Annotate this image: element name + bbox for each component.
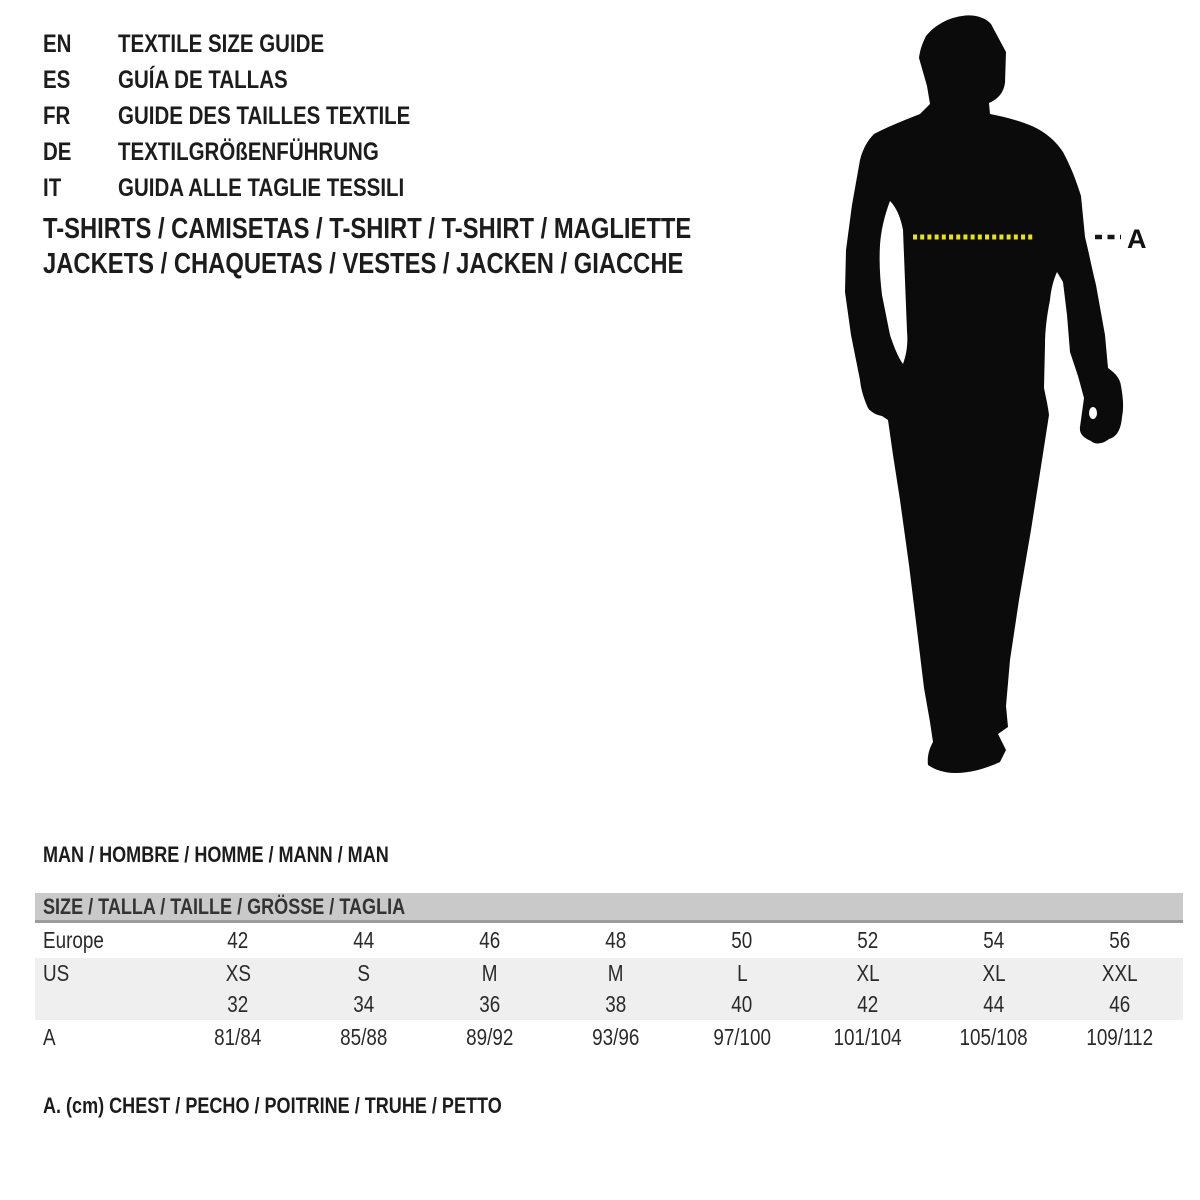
guide-title [118, 98, 475, 134]
language-code [43, 62, 118, 98]
size-cell-text: XS [225, 960, 251, 986]
section-title-text: MAN / HOMBRE / HOMME / MANN / MAN [43, 842, 389, 867]
size-cell-text: 85/88 [340, 1024, 388, 1050]
table-row-europe [35, 923, 1183, 958]
size-cell [175, 960, 301, 987]
man-silhouette-svg [810, 5, 1170, 795]
language-code [43, 134, 118, 170]
language-code-text: DE [43, 138, 72, 166]
size-cell-text: M [608, 960, 624, 986]
language-code-text: IT [43, 174, 62, 202]
size-cell-text: 93/96 [592, 1024, 640, 1050]
size-table-header [35, 893, 1183, 923]
size-cell [679, 960, 805, 987]
size-cell [427, 960, 553, 987]
size-cell [679, 1024, 805, 1051]
fist-gap [1089, 407, 1097, 419]
section-title-man [43, 843, 465, 867]
language-row [43, 134, 475, 170]
size-cell-text: 101/104 [833, 1024, 903, 1050]
table-row-chest-a [35, 1020, 1183, 1055]
guide-title [118, 62, 325, 98]
guide-title-text: TEXTILE SIZE GUIDE [118, 30, 325, 58]
size-cell-text: XL [982, 960, 1006, 986]
size-cell [427, 1024, 553, 1051]
size-cell-text: 81/84 [214, 1024, 262, 1050]
size-cell-text: S [357, 960, 371, 986]
size-cell-text: 54 [983, 927, 1005, 953]
size-cell [553, 1024, 679, 1051]
size-cell-text: 97/100 [713, 1024, 771, 1050]
size-cell [805, 991, 931, 1018]
size-table-header-text: SIZE / TALLA / TAILLE / GRÖSSE / TAGLIA [43, 894, 406, 919]
size-cell [553, 991, 679, 1018]
guide-title [118, 26, 369, 62]
row-label-text: A [43, 1024, 56, 1050]
size-cell [427, 927, 553, 954]
size-cell [931, 1024, 1057, 1051]
size-cell-text: 36 [479, 991, 501, 1017]
size-cell-text: 34 [353, 991, 375, 1017]
size-cell [1057, 927, 1183, 954]
language-title-list [43, 26, 475, 206]
size-cell [427, 991, 553, 1018]
guide-title [118, 134, 436, 170]
size-cell-text: 89/92 [466, 1024, 514, 1050]
size-cell-text: 38 [605, 991, 627, 1017]
language-row [43, 170, 475, 206]
language-code-text: ES [43, 66, 71, 94]
size-cell [805, 960, 931, 987]
row-label-text: Europe [43, 927, 104, 953]
size-cell-text: L [736, 960, 748, 986]
category-line-tshirts [43, 212, 834, 247]
size-cell [301, 927, 427, 954]
size-cell [1057, 960, 1183, 987]
size-cell [301, 960, 427, 987]
size-cell-text: 44 [353, 927, 375, 953]
size-cell-text: 46 [479, 927, 501, 953]
row-label [35, 960, 175, 987]
size-cell-text: M [482, 960, 498, 986]
size-cell [301, 991, 427, 1018]
row-label [35, 927, 175, 954]
size-cell-text: 52 [857, 927, 879, 953]
language-code-text: FR [43, 102, 71, 130]
size-cell [175, 991, 301, 1018]
size-cell [931, 960, 1057, 987]
size-cell [553, 960, 679, 987]
size-cell [805, 1024, 931, 1051]
size-cell [931, 991, 1057, 1018]
measurement-footnote [43, 1094, 602, 1118]
size-cell-text: 44 [983, 991, 1005, 1017]
size-cell [1057, 991, 1183, 1018]
size-cell-text: 32 [227, 991, 249, 1017]
size-table [35, 893, 1183, 1055]
row-label [35, 1024, 175, 1051]
size-cell [931, 927, 1057, 954]
language-code [43, 26, 118, 62]
row-label-text: US [43, 960, 70, 986]
size-cell [679, 927, 805, 954]
size-cell [301, 1024, 427, 1051]
language-row [43, 62, 475, 98]
size-cell [175, 927, 301, 954]
guide-title-text: TEXTILGRÖßENFÜHRUNG [118, 138, 379, 166]
size-cell-text: 48 [605, 927, 627, 953]
language-code-text: EN [43, 30, 72, 58]
size-cell [175, 1024, 301, 1051]
measurement-footnote-text: A. (cm) CHEST / PECHO / POITRINE / TRUHE / PETTO [43, 1093, 502, 1118]
language-row [43, 26, 475, 62]
category-line-jackets [43, 247, 834, 282]
category-line-text: JACKETS / CHAQUETAS / VESTES / JACKEN / GIACCHE [43, 248, 684, 280]
language-code [43, 98, 118, 134]
size-cell-text: 50 [731, 927, 753, 953]
language-row [43, 98, 475, 134]
product-categories [43, 212, 834, 282]
guide-title-text: GUÍA DE TALLAS [118, 66, 288, 94]
size-cell-text: 42 [227, 927, 249, 953]
size-cell-text: XXL [1102, 960, 1138, 986]
size-cell-text: 109/112 [1086, 1024, 1154, 1050]
size-cell [805, 927, 931, 954]
size-cell-text: 42 [857, 991, 879, 1017]
size-cell-text: 56 [1109, 927, 1131, 953]
table-row-us [35, 958, 1183, 989]
man-silhouette [845, 15, 1123, 773]
guide-title-text: GUIDA ALLE TAGLIE TESSILI [118, 174, 405, 202]
size-cell [553, 927, 679, 954]
category-line-text: T-SHIRTS / CAMISETAS / T-SHIRT / T-SHIRT / MAGLIETTE [43, 213, 692, 245]
size-cell [1057, 1024, 1183, 1051]
language-code [43, 170, 118, 206]
size-cell-text: 46 [1109, 991, 1131, 1017]
size-cell [679, 991, 805, 1018]
measurement-label-a: A [1127, 224, 1147, 254]
guide-title-text: GUIDE DES TAILLES TEXTILE [118, 102, 411, 130]
guide-title [118, 170, 467, 206]
size-cell-text: 40 [731, 991, 753, 1017]
table-row-us-numeric [35, 989, 1183, 1020]
size-cell-text: XL [856, 960, 880, 986]
row-label [35, 991, 175, 1018]
man-silhouette-figure [810, 5, 1170, 795]
size-cell-text: 105/108 [959, 1024, 1029, 1050]
